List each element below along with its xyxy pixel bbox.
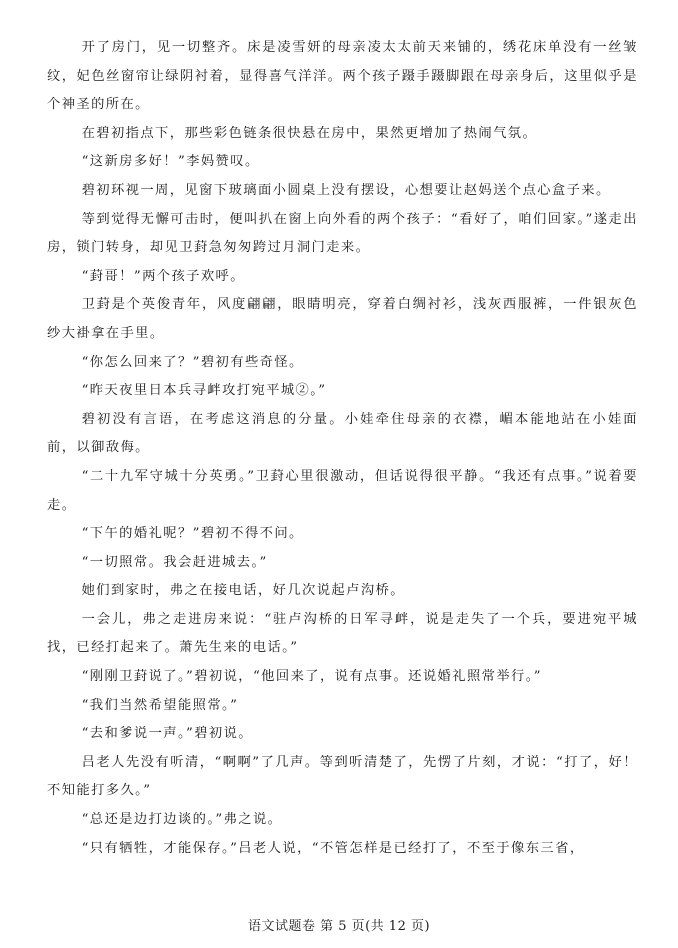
paragraph: “葑哥！”两个孩子欢呼。: [81, 268, 245, 284]
paragraph: 卫葑是个英俊青年，风度翩翩，眼睛明亮，穿着白绸衬衫，浅灰西服裤，一件银灰色纱大褂拿在手里。: [47, 297, 638, 341]
paragraph: “昨天夜里日本兵寻衅攻打宛平城②。”: [81, 383, 327, 399]
paragraph: 在碧初指点下，那些彩色链条很快悬在房中，果然更增加了热闹气氛。: [81, 125, 538, 141]
paragraph: “总还是边打边谈的。”弗之说。: [81, 812, 283, 828]
paragraph: 碧初环视一周，见窗下玻璃面小圆桌上没有摆设，心想要让赵妈送个点心盒子来。: [81, 182, 611, 198]
page-footer: 语文试题卷 第 5 页(共 12 页): [247, 919, 431, 934]
paragraph: 吕老人先没有听清，“啊啊”了几声。等到听清楚了，先愣了片刻，才说：“打了，好！不知能打多久。”: [47, 754, 638, 799]
paragraph: “二十九军守城十分英勇。”卫葑心里很激动，但话说得很平静。“我还有点事。”说着要走。: [47, 468, 638, 513]
paragraph: “只有牺牲，才能保存。”吕老人说，“不管怎样是已经打了，不至于像东三省，: [81, 840, 585, 856]
paragraph: 她们到家时，弗之在接电话，好几次说起卢沟桥。: [81, 583, 405, 599]
paragraph: “刚刚卫葑说了。”碧初说，“他回来了，说有点事。还说婚礼照常举行。”: [81, 669, 542, 685]
paragraph: 等到觉得无懈可击时，便叫扒在窗上向外看的两个孩子：“看好了，咱们回家。”遂走出房，锁门转身，却见卫葑急匆匆跨过月洞门走来。: [47, 211, 638, 256]
paragraph: “我们当然希望能照常。”: [81, 697, 239, 713]
paragraph: 碧初没有言语，在考虑这消息的分量。小娃牵住母亲的衣襟，嵋本能地站在小娃面前，以御敌侮。: [47, 411, 638, 456]
paragraph: “去和爹说一声。”碧初说。: [81, 726, 253, 742]
paragraph: “一切照常。我会赶进城去。”: [81, 554, 268, 570]
paragraph: “这新房多好！”李妈赞叹。: [81, 154, 260, 170]
paragraph: 一会儿，弗之走进房来说：“驻卢沟桥的日军寻衅，说是走失了一个兵，要进宛平城找，已经打起来了。萧先生来的电话。”: [47, 611, 638, 656]
paragraph: “你怎么回来了？”碧初有些奇怪。: [81, 354, 304, 370]
paragraph: 开了房门，见一切整齐。床是凌雪妍的母亲凌太太前天来铺的，绣花床单没有一丝皱纹，妃色丝窗帘让绿阴衬着，显得喜气洋洋。两个孩子蹑手蹑脚跟在母亲身后，这里似乎是个神圣的所在。: [47, 40, 638, 113]
article-body: [47, 34, 638, 863]
paragraph: “下午的婚礼呢？”碧初不得不问。: [81, 526, 304, 542]
